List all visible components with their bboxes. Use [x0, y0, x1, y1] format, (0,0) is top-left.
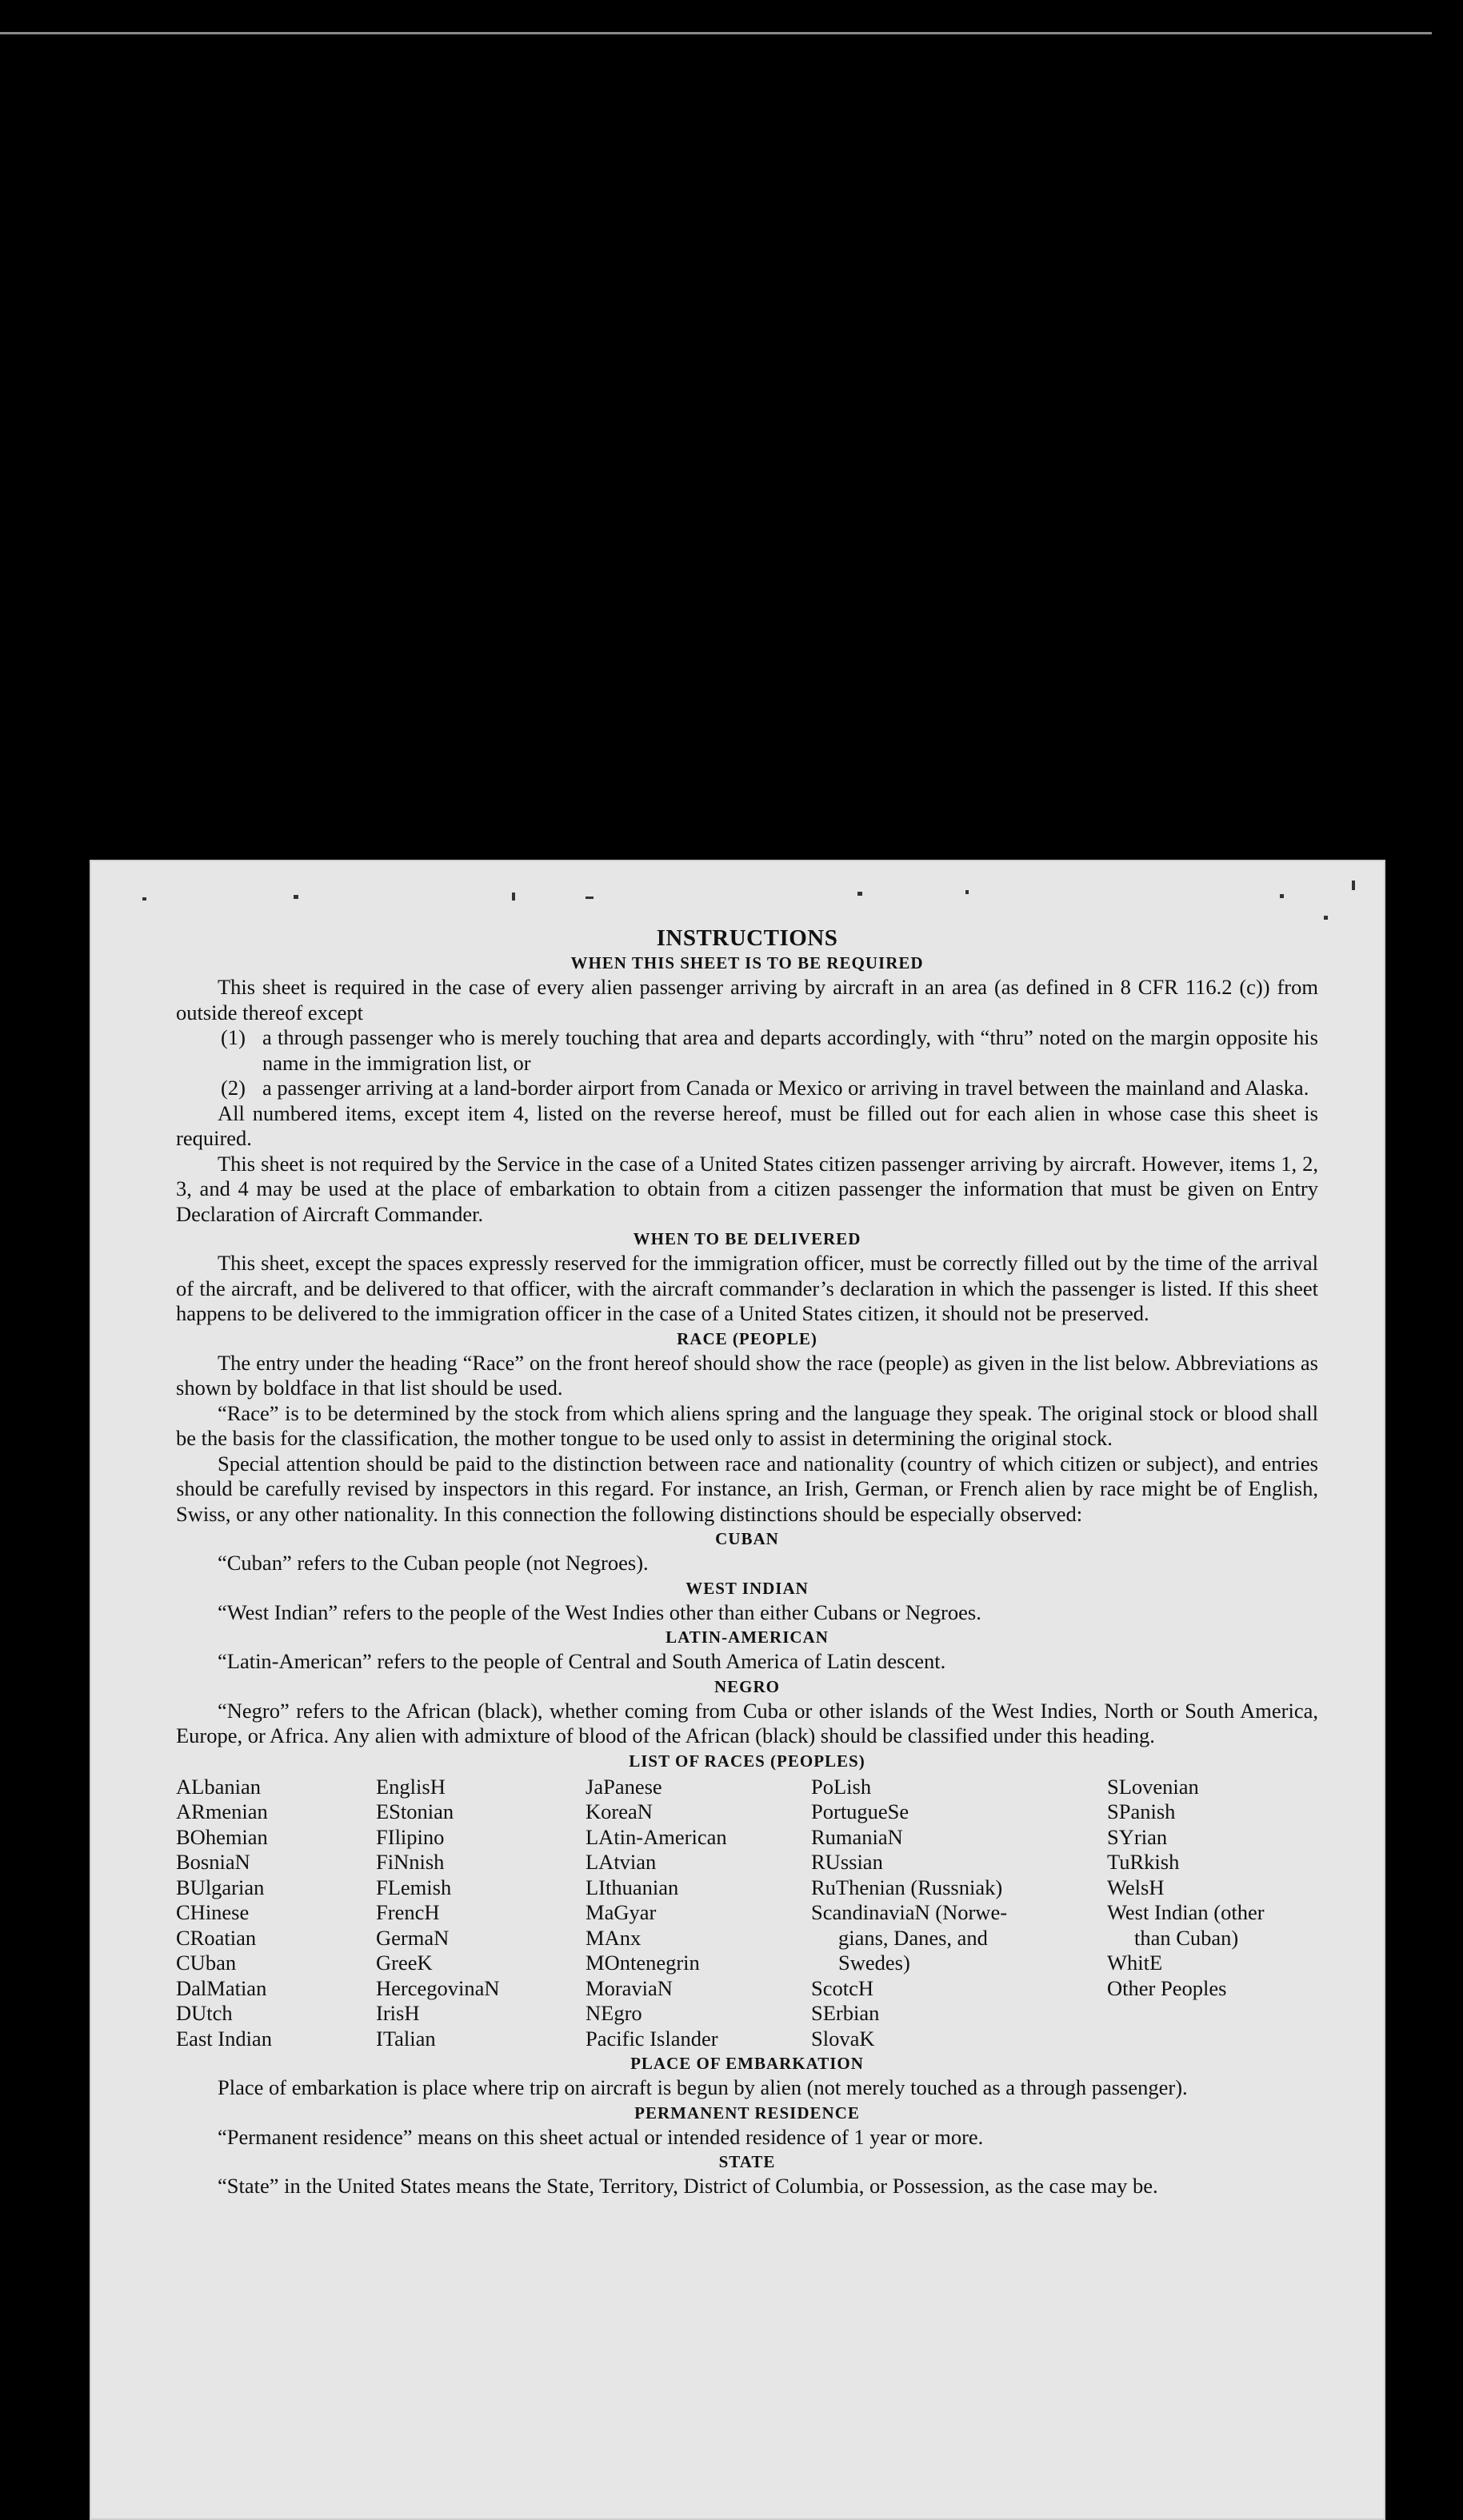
race-list-item: MOntenegrin [586, 1951, 700, 1975]
race-list-item: RuThenian (Russniak) [811, 1875, 1003, 1899]
heading-race: RACE (PEOPLE) [677, 1328, 817, 1348]
race-list-item: JaPanese [586, 1774, 662, 1799]
heading-negro: NEGRO [714, 1676, 780, 1696]
document-body [176, 925, 1318, 2199]
heading-embarkation: PLACE OF EMBARKATION [630, 2054, 864, 2073]
race-list-item: LAtin-American [586, 1824, 727, 1849]
paragraph-embarkation: Place of embarkation is place where trip on aircraft is begun by alien (not merely touched as a through passenger). [218, 2075, 1188, 2099]
paragraph-required-intro: This sheet is required in the case of every alien passenger arriving by aircraft in an area (as defined in 8 CFR 116.2 (c)) from outside thereof except [176, 975, 1318, 1024]
race-list-item: SlovaK [811, 2026, 875, 2051]
paragraph-race-entry: The entry under the heading “Race” on the front hereof should show the race (people) as given in the list below. Abbreviations as shown by boldface in that list should be used. [176, 1350, 1318, 1400]
race-column-4 [811, 1775, 1107, 2052]
race-list-item: NEgro [586, 2001, 642, 2025]
paragraph-delivery: This sheet, except the spaces expressly reserved for the immigration officer, must be correctly filled out by the time of the arrival of the aircraft, and be delivered to that officer, with the aircraft commander’s declaration in which the passenger is listed. If this sheet happens to be delivered to the immigration officer in the case of a United States citizen, it should not be preserved. [176, 1251, 1318, 1325]
race-list-item: West Indian (other [1107, 1900, 1265, 1924]
race-list-item: SLovenian [1107, 1774, 1199, 1799]
race-list-item: PoLish [811, 1774, 872, 1799]
race-list-item: FIlipino [376, 1824, 445, 1849]
race-list-item: PortugueSe [811, 1799, 909, 1823]
heading-when-delivered: WHEN TO BE DELIVERED [633, 1229, 861, 1248]
race-list-item: ITalian [376, 2026, 436, 2051]
race-list-item: SErbian [811, 2001, 880, 2025]
paragraph-permanent-residence: “Permanent residence” means on this sheet actual or intended residence of 1 year or more. [218, 2124, 984, 2149]
race-list-item: DalMatian [176, 1975, 267, 2000]
race-column-2 [376, 1775, 586, 2052]
heading-state: STATE [718, 2152, 776, 2171]
race-list-item: BUlgarian [176, 1875, 265, 1899]
race-list-item: WhitE [1107, 1951, 1163, 1975]
document-title: INSTRUCTIONS [656, 925, 838, 951]
race-list-item: DUtch [176, 2001, 233, 2025]
heading-list-of-races: LIST OF RACES (PEOPLES) [629, 1751, 865, 1771]
race-list-item: Other Peoples [1107, 1975, 1227, 2000]
paragraph-latin-american: “Latin-American” refers to the people of Central and South America of Latin descent. [218, 1649, 946, 1673]
race-list-item: FrencH [376, 1900, 440, 1924]
paragraph-state: “State” in the United States means the State, Territory, District of Columbia, or Possession, as the case may be. [218, 2174, 1158, 2198]
race-list-item: East Indian [176, 2026, 272, 2051]
scan-edge-line [0, 32, 1432, 34]
exception-item-2 [221, 1076, 1318, 1101]
race-list-item: LAtvian [586, 1850, 657, 1874]
race-list [176, 1775, 1318, 2052]
paragraph-west-indian: “West Indian” refers to the people of the West Indies other than either Cubans or Negroes. [218, 1599, 981, 1624]
heading-west-indian: WEST INDIAN [686, 1578, 809, 1598]
race-list-item: BOhemian [176, 1824, 268, 1849]
race-list-item: RUssian [811, 1850, 883, 1874]
paragraph-negro: “Negro” refers to the African (black), whether coming from Cuba or other islands of the West Indies, North or South America, Europe, or Africa. Any alien with admixture of blood of the African (black) should be classified under this heading. [176, 1698, 1318, 1747]
race-list-item: ALbanian [176, 1774, 261, 1799]
paragraph-race-nationality: Special attention should be paid to the distinction between race and nationality (country of which citizen or subject), and entries should be carefully revised by inspectors in this regard. For instance, an Irish, German, or French alien by race might be of English, Swiss, or any other nationality. In this connection the following distinctions should be especially observed: [176, 1451, 1318, 1526]
race-list-item: EStonian [376, 1799, 454, 1823]
race-list-item: MaGyar [586, 1900, 657, 1924]
race-list-item: KoreaN [586, 1799, 653, 1823]
race-list-item: LIthuanian [586, 1875, 679, 1899]
race-column-3 [586, 1775, 811, 2052]
paragraph-citizen-passenger: This sheet is not required by the Service in the case of a United States citizen passenger arriving by aircraft. However, items 1, 2, 3, and 4 may be used at the place of embarkation to obtain from a citizen passenger the information that must be given on Entry Declaration of Aircraft Commander. [176, 1151, 1318, 1226]
race-list-item: GreeK [376, 1951, 433, 1975]
race-list-item: HercegovinaN [376, 1975, 500, 2000]
heading-latin-american: LATIN-AMERICAN [666, 1627, 829, 1647]
race-list-item: FLemish [376, 1875, 452, 1899]
race-list-item: FiNnish [376, 1850, 445, 1874]
race-list-item: CHinese [176, 1900, 250, 1924]
race-list-item: TuRkish [1107, 1850, 1180, 1874]
exception-number: (2) [221, 1076, 246, 1100]
race-list-item: ScotcH [811, 1975, 874, 2000]
race-column-5 [1107, 1775, 1318, 2052]
race-list-item: Pacific Islander [586, 2026, 718, 2051]
race-list-item: SYrian [1107, 1824, 1168, 1849]
heading-permanent-residence: PERMANENT RESIDENCE [634, 2103, 860, 2123]
exception-text: a passenger arriving at a land-border airport from Canada or Mexico or arriving in travel between the mainland and Alaska. [262, 1076, 1309, 1100]
race-list-item: CRoatian [176, 1925, 257, 1950]
race-list-item: ARmenian [176, 1799, 268, 1823]
race-column-1 [176, 1775, 376, 2052]
race-list-item: SPanish [1107, 1799, 1176, 1823]
race-list-item: gians, Danes, and [838, 1925, 988, 1950]
exception-item-1 [221, 1025, 1318, 1076]
race-list-item: MoraviaN [586, 1975, 673, 2000]
race-list-item: EnglisH [376, 1774, 446, 1799]
paragraph-cuban: “Cuban” refers to the Cuban people (not Negroes). [218, 1551, 649, 1575]
race-list-item: WelsH [1107, 1875, 1165, 1899]
heading-cuban: CUBAN [715, 1529, 779, 1548]
heading-when-required: WHEN THIS SHEET IS TO BE REQUIRED [570, 953, 924, 972]
exception-text: a through passenger who is merely touching that area and departs accordingly, with “thru” noted on the margin opposite his name in the immigration list, or [262, 1025, 1318, 1075]
race-list-item: than Cuban) [1134, 1925, 1239, 1950]
race-list-item: GermaN [376, 1925, 450, 1950]
exception-number: (1) [221, 1025, 246, 1049]
race-list-item: BosniaN [176, 1850, 250, 1874]
race-list-item: MAnx [586, 1925, 642, 1950]
race-list-item: ScandinaviaN (Norwe- [811, 1900, 1008, 1924]
race-list-item: IrisH [376, 2001, 420, 2025]
instruction-sheet [90, 860, 1385, 2520]
race-list-item: CUban [176, 1951, 237, 1975]
race-list-item: Swedes) [838, 1951, 910, 1975]
race-list-item: RumaniaN [811, 1824, 903, 1849]
paragraph-numbered-items: All numbered items, except item 4, listed on the reverse hereof, must be filled out for each alien in whose case this sheet is required. [176, 1100, 1318, 1150]
paragraph-race-definition: “Race” is to be determined by the stock from which aliens spring and the language they speak. The original stock or blood shall be the basis for the classification, the mother tongue to be used only to assist in determining the original stock. [176, 1400, 1318, 1450]
